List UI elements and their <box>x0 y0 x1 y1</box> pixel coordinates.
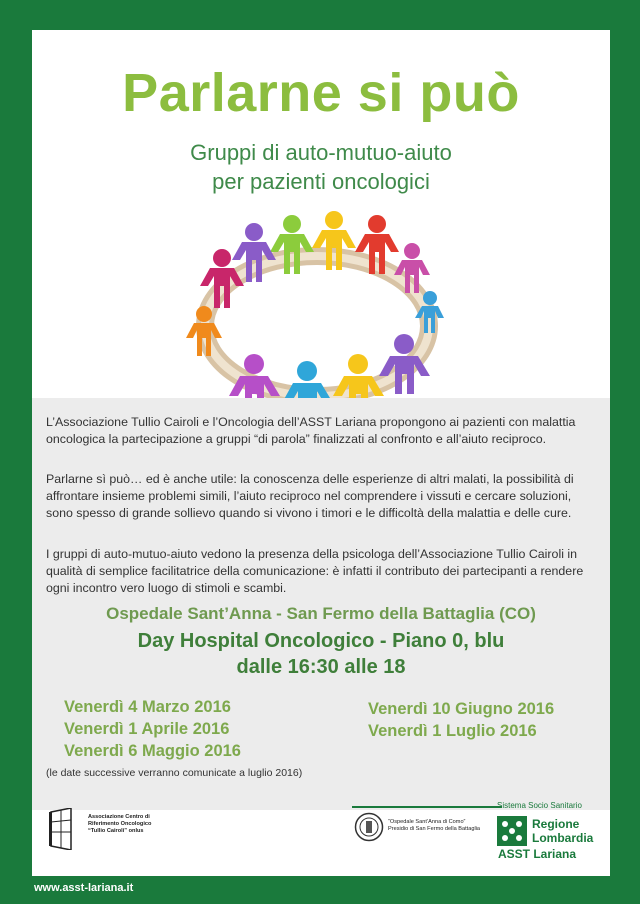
date-item: Venerdì 6 Maggio 2016 <box>64 742 241 760</box>
website-link[interactable]: www.asst-lariana.it <box>34 882 134 894</box>
date-item: Venerdì 10 Giugno 2016 <box>368 700 555 718</box>
cairoli-line-1: Associazione Centro di <box>88 814 150 820</box>
subtitle-line-1: Gruppi di auto-mutuo-aiuto <box>190 140 452 165</box>
cairoli-line-2: Riferimento Oncologico <box>88 821 152 828</box>
benefits-paragraph: Parlarne sì può… ed è anche utile: la conoscenza delle esperienze di altri malati, la possibilità di affrontare insieme problemi simili, l’aiuto reciproco nel comprendere i vissuti e cercare soluzioni, sono spesso di grande sollievo quando si vivono i timori e le difficoltà della malattia e delle cure. <box>46 472 574 520</box>
poster-title: Parlarne si può <box>122 63 520 123</box>
venue-department: Day Hospital Oncologico - Piano 0, blu <box>137 630 505 652</box>
regione-line-1: Regione <box>532 817 580 831</box>
regione-lombardia-logo-icon <box>497 816 527 846</box>
poster-subtitle <box>32 138 610 196</box>
subtitle-line-2: per pazienti oncologici <box>212 169 430 194</box>
asst-lariana-label: ASST Lariana <box>498 847 577 861</box>
paper-people-circle-illustration <box>182 206 452 416</box>
venue-time: dalle 16:30 alle 18 <box>236 656 406 678</box>
hospital-seal-icon <box>354 812 384 842</box>
sistema-socio-sanitario-label: Sistema Socio Sanitario <box>497 801 582 810</box>
dates-note: (le date successive verranno comunicate a luglio 2016) <box>46 767 303 779</box>
date-item: Venerdì 1 Aprile 2016 <box>64 720 230 738</box>
cairoli-association-text <box>88 814 198 836</box>
date-item: Venerdì 1 Luglio 2016 <box>368 722 537 740</box>
venue-hospital: Ospedale Sant’Anna - San Fermo della Battaglia (CO) <box>106 604 536 623</box>
regione-line-2: Lombardia <box>532 831 594 845</box>
footer-divider <box>352 806 502 808</box>
cairoli-line-3: “Tullio Cairoli” onlus <box>88 828 144 835</box>
info-panel <box>32 398 610 810</box>
date-item: Venerdì 4 Marzo 2016 <box>64 698 231 716</box>
cairoli-logo-icon <box>49 808 73 850</box>
poster <box>32 30 610 876</box>
hospital-line-2: Presidio di San Fermo della Battaglia <box>388 826 481 833</box>
intro-paragraph: L’Associazione Tullio Cairoli e l’Oncologia dell’ASST Lariana propongono ai pazienti con malattia oncologica la partecipazione a gruppi “di parola” finalizzati al confronto e all’aiuto reciproco. <box>46 415 576 446</box>
regione-lombardia-name <box>532 817 593 845</box>
hospital-line-1: “Ospedale Sant’Anna di Como” <box>388 819 466 825</box>
facilitator-paragraph: I gruppi di auto-mutuo-aiuto vedono la presenza della psicologa dell’Associazione Tullio Cairoli in qualità di semplice facilitatrice della comunicazione: è infatti il contributo dei partecipanti a rendere ogni incontro vero luogo di stimoli e scambi. <box>46 547 584 595</box>
